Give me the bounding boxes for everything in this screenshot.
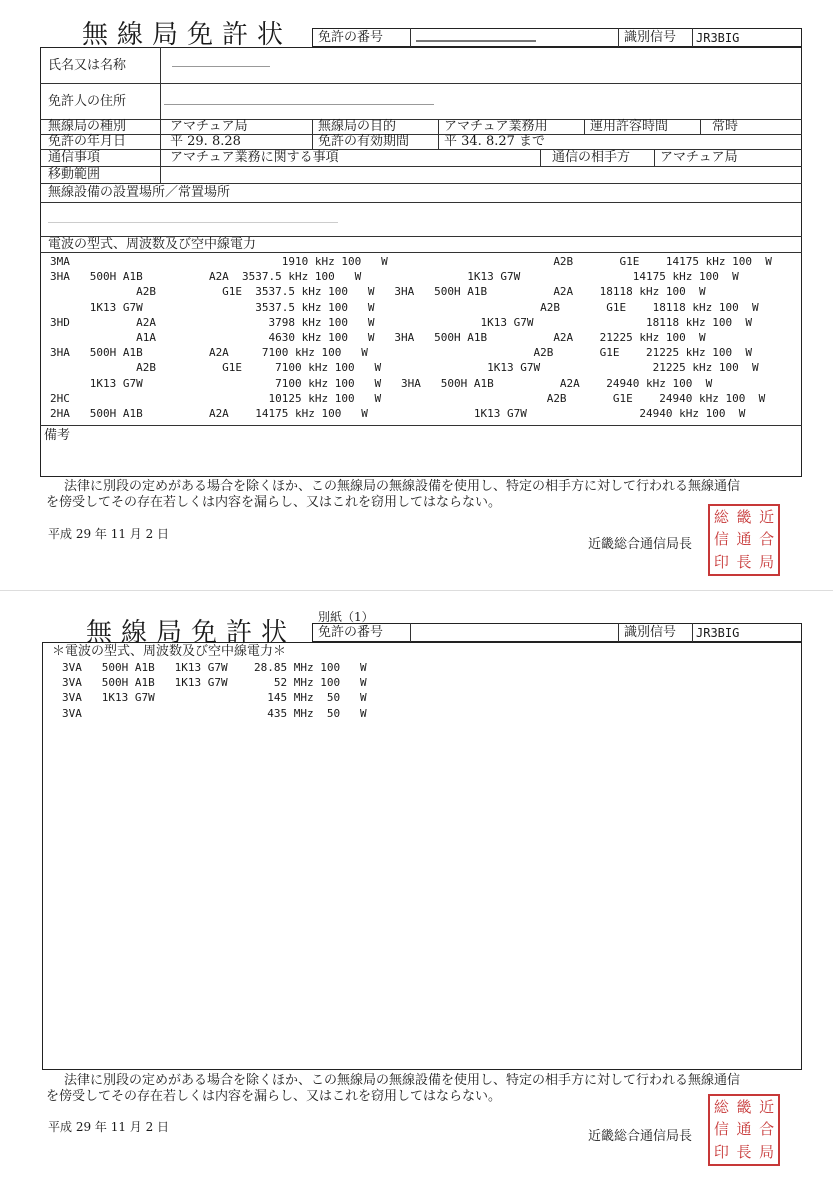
emission-row: 3VA 500H A1B 1K13 G7W 28.85 MHz 100 W [62,661,367,674]
divider [584,119,585,134]
row-line [40,134,802,135]
call-sign: JR3BIG [696,31,740,45]
redacted-license-number [416,40,536,42]
mobile-range-label: 移動範囲 [48,167,101,182]
divider [540,149,541,166]
emission-row: 2HC 10125 kHz 100 W A2B G1E 24940 kHz 100 W [50,391,766,405]
call-sign: JR3BIG [696,626,740,640]
emission-label: 電波の型式、周波数及び空中線電力 [48,237,257,252]
emission-row: 3HA 500H A1B A2A 3537.5 kHz 100 W 1K13 G7W 14175 kHz 100 W [50,270,739,284]
redacted-name [172,66,270,67]
attachment-label: 別紙（1） [318,610,374,624]
remarks-label: 備考 [44,428,71,443]
divider [618,28,619,47]
license-date-label: 免許の年月日 [48,134,127,149]
divider [654,149,655,166]
row-line [40,166,802,167]
call-sign-label: 識別信号 [624,30,677,45]
emission-label: ＊電波の型式、周波数及び空中線電力＊ [52,644,287,659]
notice-line-1: 法律に別段の定めがある場合を除くほか、この無線局の無線設備を使用し、特定の相手方に対して行われる無線通信 [64,479,741,494]
validity-label: 免許の有効期間 [318,134,410,149]
emission-row: A1A 4630 kHz 100 W 3HA 500H A1B A2A 21225 kHz 100 W [50,331,706,344]
row-line [40,425,802,426]
counterpart: アマチュア局 [660,150,738,165]
issuer: 近畿総合通信局長 [588,537,693,552]
emission-row: 3VA 500H A1B 1K13 G7W 52 MHz 100 W [62,676,367,690]
emission-row: 3VA 1K13 G7W 145 MHz 50 W [62,691,367,705]
divider [160,149,161,166]
emission-row: 3VA 435 MHz 50 W [62,706,367,720]
call-sign-label: 識別信号 [624,625,677,640]
emission-row: 3HA 500H A1B A2A 7100 kHz 100 W A2B G1E 21225 kHz 100 W [50,346,752,360]
row-line [40,252,802,253]
divider [692,28,693,47]
divider [692,623,693,642]
issue-date: 平成 29 年 11 月 2 日 [48,527,170,541]
name-label: 氏名又は名称 [48,58,127,73]
purpose: アマチュア業務用 [444,119,548,134]
divider [160,166,161,183]
license-number-label: 免許の番号 [318,30,384,45]
divider [410,623,411,642]
redacted-location [48,222,338,223]
station-type: アマチュア局 [170,119,248,134]
op-hours: 常時 [712,119,739,134]
issuer: 近畿総合通信局長 [588,1129,693,1144]
address-label: 免許人の住所 [48,94,127,109]
counterpart-label: 通信の相手方 [552,150,631,165]
validity: 平 34. 8.27 まで [444,134,546,149]
official-seal: 総 畿 近 信 通 合 印 長 局 [708,504,780,576]
emission-row: 2HA 500H A1B A2A 14175 kHz 100 W 1K13 G7W 24940 kHz 100 W [50,407,746,420]
emission-row: 1K13 G7W 3537.5 kHz 100 W A2B G1E 18118 kHz 100 W [50,300,759,314]
comm-items: アマチュア業務に関する事項 [170,150,339,165]
row-line [40,83,802,84]
location-label: 無線設備の設置場所／常置場所 [48,185,231,200]
emission-row: 3MA 1910 kHz 100 W A2B G1E 14175 kHz 100 W [50,255,772,268]
station-type-label: 無線局の種別 [48,119,127,134]
row-line [40,202,802,203]
divider [618,623,619,642]
divider [160,47,161,83]
notice-line-2: を傍受してその存在若しくは内容を漏らし、又はこれを窃用してはならない。 [46,495,502,510]
emission-row: A2B G1E 7100 kHz 100 W 1K13 G7W 21225 kHz 100 W [50,361,759,375]
notice-line-1: 法律に別段の定めがある場合を除くほか、この無線局の無線設備を使用し、特定の相手方に対して行われる無線通信 [64,1073,741,1088]
official-seal: 総 畿 近 信 通 合 印 長 局 [708,1094,780,1166]
emission-row: 1K13 G7W 7100 kHz 100 W 3HA 500H A1B A2A 24940 kHz 100 W [50,376,713,390]
redacted-address [164,104,434,105]
divider [410,28,411,47]
comm-items-label: 通信事項 [48,150,101,165]
row-line [40,119,802,120]
page-separator [0,590,833,591]
purpose-label: 無線局の目的 [318,119,397,134]
page1-title: 無線局免許状 [82,20,293,50]
license-number-label: 免許の番号 [318,625,384,640]
emission-row: A2B G1E 3537.5 kHz 100 W 3HA 500H A1B A2A 18118 kHz 100 W [50,285,706,299]
page2-title: 無線局免許状 [86,618,297,648]
license-date: 平 29. 8.28 [170,134,241,149]
issue-date: 平成 29 年 11 月 2 日 [48,1120,170,1134]
emission-row: 3HD A2A 3798 kHz 100 W 1K13 G7W 18118 kHz 100 W [50,315,752,329]
notice-line-2: を傍受してその存在若しくは内容を漏らし、又はこれを窃用してはならない。 [46,1089,502,1104]
divider [160,83,161,119]
row-line [40,183,802,184]
op-hours-label: 運用許容時間 [590,119,669,134]
divider [700,119,701,134]
